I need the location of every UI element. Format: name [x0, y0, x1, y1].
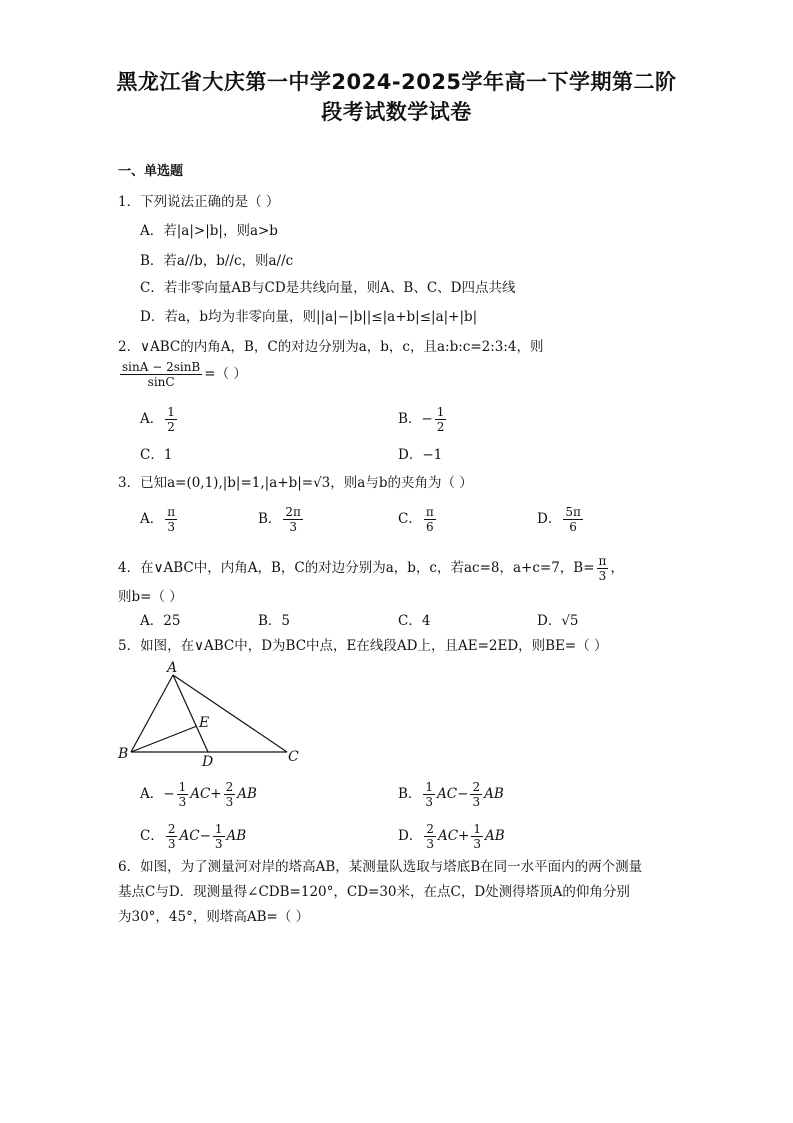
q3-option-d: D． $\frac{5\pi}{6}$ — [537, 505, 581, 534]
q5-vertex-b: B — [118, 746, 129, 762]
exam-title-line2: 段考试数学试卷 — [321, 100, 472, 124]
q5-point-e: E — [199, 715, 210, 731]
q4-option-b: B．5 — [258, 613, 291, 629]
q4-stem-continued: 则b=（ ） — [118, 589, 183, 605]
q1-stem: 1．下列说法正确的是（ ） — [118, 194, 280, 210]
q3-option-c: C． $\frac{\pi}{6}$ — [398, 505, 434, 534]
q5-stem: 5．如图，在∨ABC中，D为BC中点，E在线段AD上，且AE=2ED，则BE=（ ） — [118, 638, 608, 654]
q3-stem: 3．已知a=(0,1),|b|=1,|a+b|=√3，则a与b的夹角为（ ） — [118, 475, 473, 491]
q3-option-a: A． $\frac{\pi}{3}$ — [140, 505, 176, 534]
q5-vertex-c: C — [288, 749, 299, 765]
q6-stem-line1: 6．如图，为了测量河对岸的塔高AB，某测量队选取与塔底B在同一水平面内的两个测量 — [118, 859, 643, 875]
q2-option-d: D．−1 — [398, 447, 443, 463]
q5-option-d: D． $\frac{2}{3}$ AC+ $\frac{1}{3}$ AB — [398, 822, 505, 851]
q2-expression — [118, 360, 247, 389]
q4-stem: 4．在∨ABC中，内角A，B，C的对边分别为a，b，c，若ac=8，a+c=7，B= $\frac{\pi}{3}$ ， — [118, 554, 624, 583]
exam-title-line1: 黑龙江省大庆第一中学2024-2025学年高一下学期第二阶 — [116, 70, 677, 94]
q5-option-c: C． $\frac{2}{3}$ AC− $\frac{1}{3}$ AB — [140, 822, 247, 851]
q2-option-a: A． $\frac{1}{2}$ — [140, 405, 175, 434]
q6-stem-line2: 基点C与D．现测量得∠CDB=120°，CD=30米，在点C，D处测得塔顶A的仰角分别 — [118, 884, 630, 900]
q1-option-d: D．若a，b均为非零向量，则||a|−|b||≤|a+b|≤|a|+|b| — [140, 309, 478, 325]
q5-option-b: B． $\frac{1}{3}$ AC− $\frac{2}{3}$ AB — [398, 780, 504, 809]
q2-fraction — [120, 360, 202, 389]
q4-option-a: A．25 — [140, 613, 181, 629]
q1-option-c: C．若非零向量AB与CD是共线向量，则A、B、C、D四点共线 — [140, 280, 516, 296]
section-heading: 一、单选题 — [118, 164, 184, 179]
q5-option-a: A．− $\frac{1}{3}$ AC+ $\frac{2}{3}$ AB — [140, 780, 257, 809]
q2-fraction-numerator: sinA − 2sinB — [122, 360, 201, 374]
q6-stem-line3: 为30°，45°，则塔高AB=（ ） — [118, 909, 310, 925]
q1-option-b: B．若a//b，b//c，则a//c — [140, 253, 294, 269]
q3-option-b: B． $\frac{2\pi}{3}$ — [258, 505, 301, 534]
q5-triangle-figure — [112, 655, 312, 767]
q4-option-d: D．√5 — [537, 613, 579, 629]
q2-expression-tail: =（ ） — [204, 366, 247, 382]
q2-stem: 2．∨ABC的内角A，B，C的对边分别为a，b，c，且a:b:c=2:3:4，则 — [118, 339, 544, 355]
q5-vertex-a: A — [167, 660, 178, 676]
q5-point-d: D — [202, 754, 214, 767]
q2-option-b: B．− $\frac{1}{2}$ — [398, 405, 445, 434]
q2-option-c: C．1 — [140, 447, 173, 463]
q4-option-c: C．4 — [398, 613, 431, 629]
q1-option-a: A．若|a|>|b|，则a>b — [140, 223, 278, 239]
q2-fraction-denominator: sinC — [147, 375, 175, 389]
